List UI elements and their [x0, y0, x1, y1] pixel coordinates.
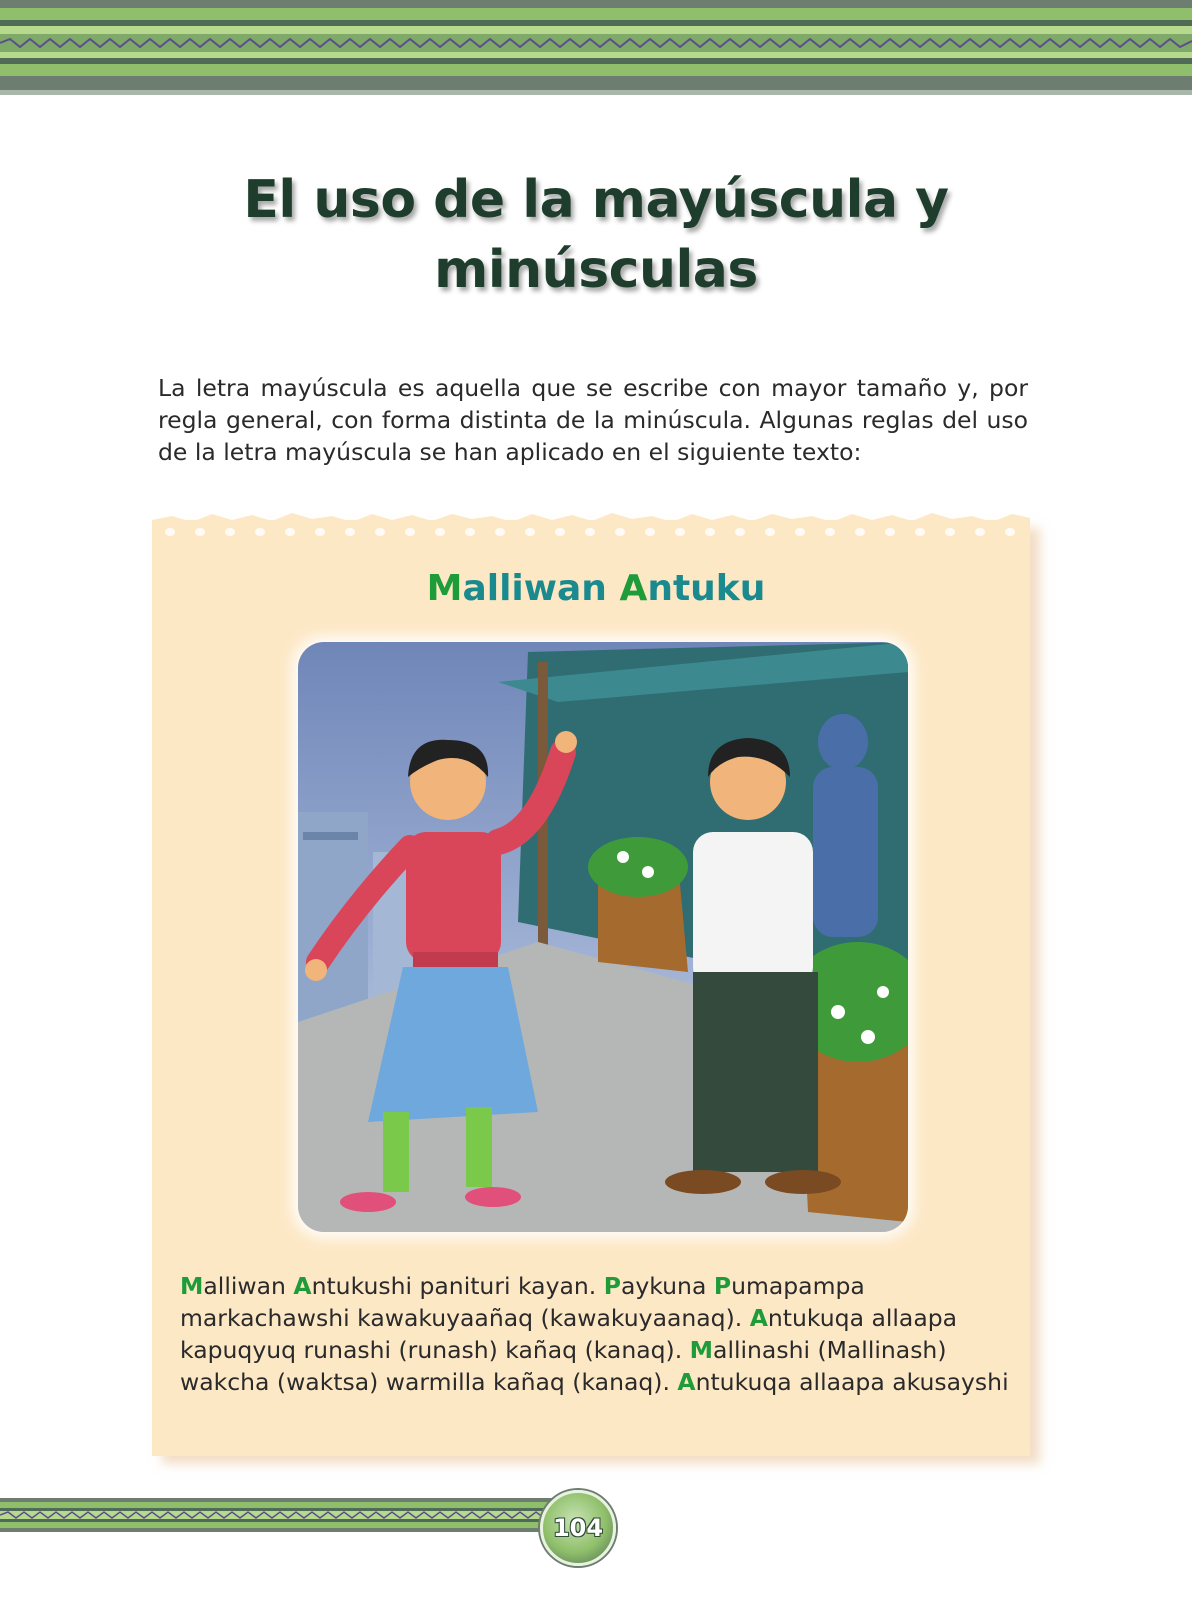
story-cap-letter: M — [689, 1336, 714, 1364]
story-text-segment: alliwan — [203, 1272, 294, 1300]
story-title-cap-a: A — [619, 568, 648, 609]
story-cap-letter: P — [713, 1272, 732, 1300]
zigzag-pattern — [0, 38, 1192, 48]
intro-paragraph: La letra mayúscula es aquella que se escribe con mayor tamaño y, por regla general, con forma distinta de la minúscula. Algunas reglas del uso de la letra mayúscula se han aplicado en el siguiente texto: — [158, 374, 1028, 466]
story-text-segment: ntukuqa allaapa akusayshi — [695, 1368, 1009, 1396]
story-text-segment: allinashi (Mallinash) wakcha (waktsa) warmilla kañaq (kanaq). — [180, 1336, 947, 1396]
page-number: 104 — [552, 1514, 604, 1542]
page-number-badge — [540, 1490, 616, 1566]
story-title-cap-m: M — [426, 568, 463, 609]
story-text-segment: aykuna — [620, 1272, 714, 1300]
story-cap-letter: A — [293, 1272, 312, 1300]
story-title-rest-2: ntuku — [647, 568, 766, 609]
story-paragraph — [180, 1270, 1020, 1398]
page-title-line1: El uso de la mayúscula y — [243, 170, 949, 230]
story-illustration — [298, 642, 908, 1232]
story-cap-letter: P — [603, 1272, 621, 1300]
market-scene-image — [298, 642, 908, 1232]
story-title-rest-1: alliwan — [462, 568, 620, 609]
story-cap-letter: A — [749, 1304, 768, 1332]
top-decorative-band — [0, 0, 1192, 95]
page-title — [0, 165, 1192, 305]
story-text-segment: ntukuqa allaapa kapuqyuq runashi (runash) kañaq (kanaq). — [180, 1304, 958, 1364]
story-cap-letter: A — [677, 1368, 696, 1396]
story-cap-letter: M — [180, 1272, 204, 1300]
torn-paper-edge — [152, 506, 1030, 546]
page-title-line2: minúsculas — [434, 240, 758, 300]
story-text-segment: umapampa markachawshi kawakuyaañaq (kawakuyaanaq). — [180, 1272, 865, 1332]
story-text-segment: ntukushi panituri kayan. — [311, 1272, 604, 1300]
story-title — [0, 568, 1192, 609]
